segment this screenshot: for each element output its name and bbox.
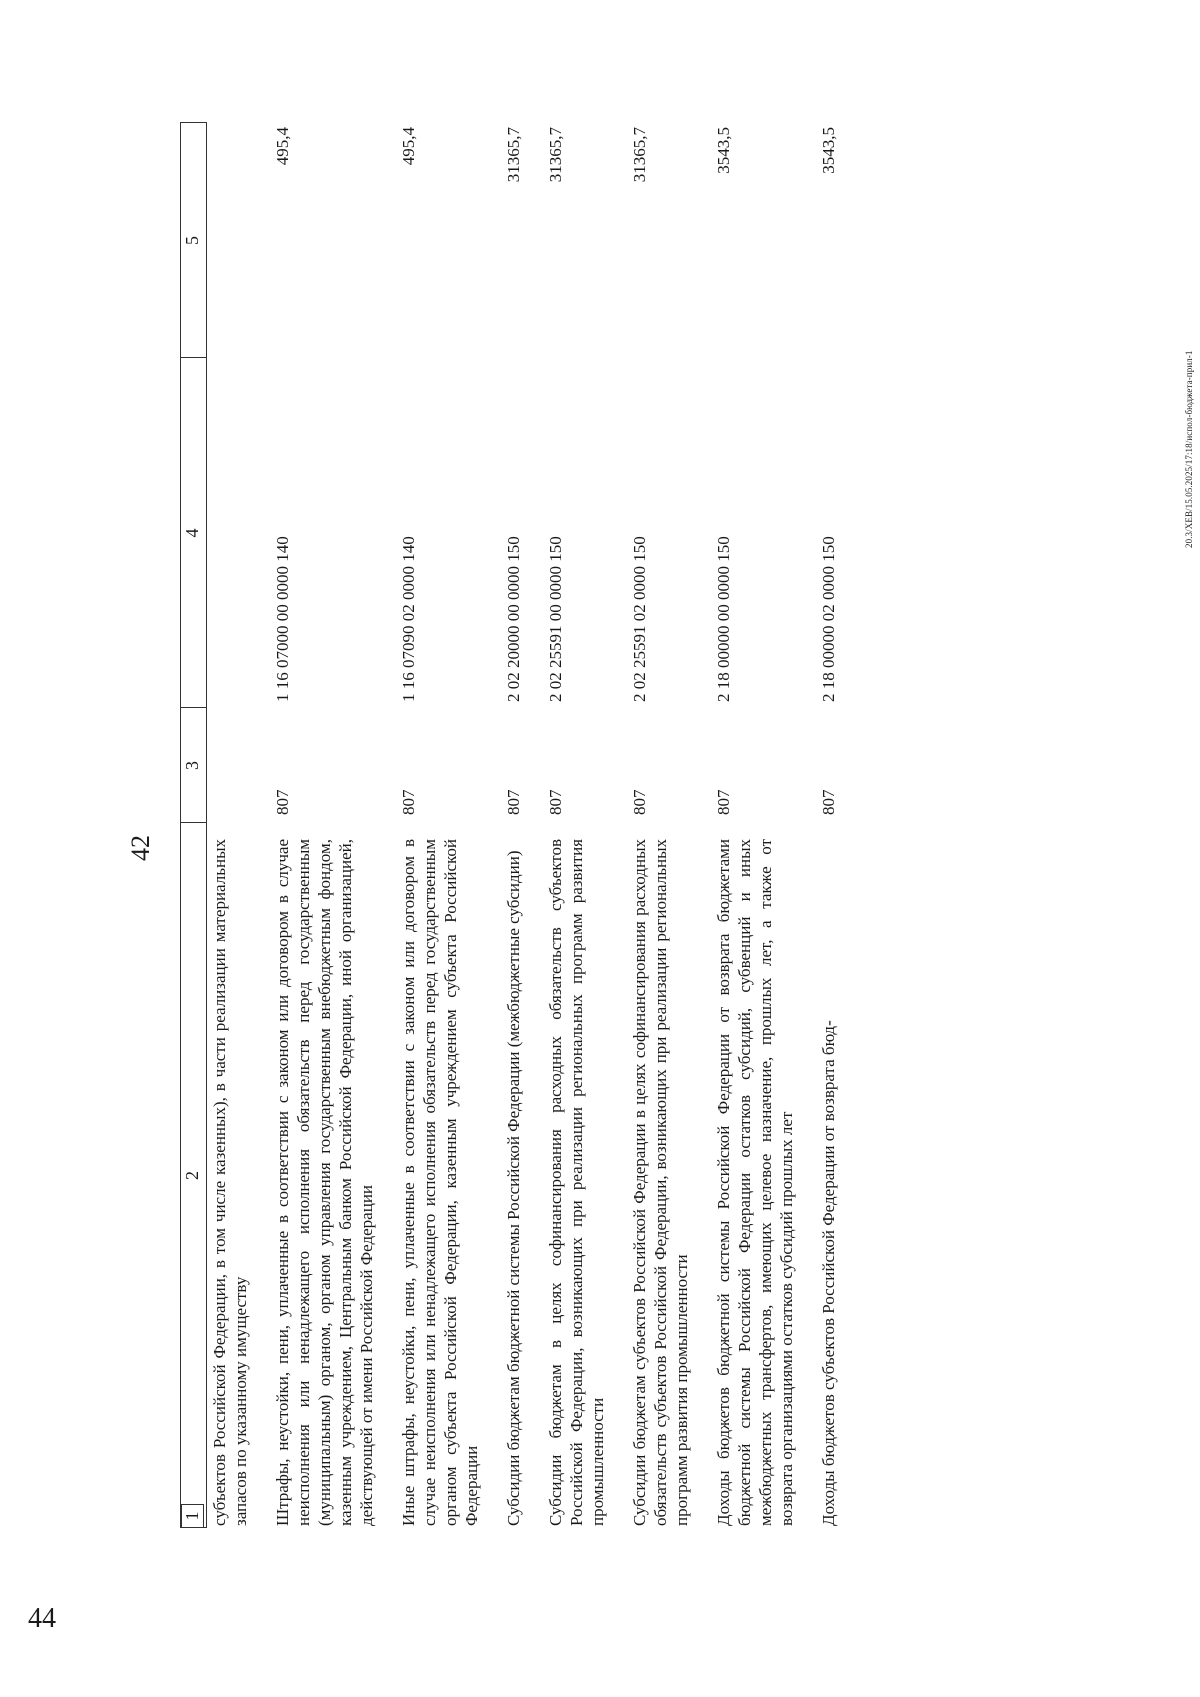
- revenue-table: [180, 123, 860, 1529]
- table-row: [272, 123, 398, 1528]
- row-amount: 495,4: [273, 127, 292, 166]
- row-description: Доходы бюджетов субъектов Российской Федерации от возврата бюд-: [819, 1020, 838, 1526]
- row-admin-code: [207, 708, 273, 823]
- row-amount: 31365,7: [504, 127, 523, 183]
- table-row: [629, 123, 713, 1528]
- table-row: [207, 123, 273, 1528]
- table-row: [398, 123, 503, 1528]
- row-amount: 3543,5: [714, 127, 733, 174]
- row-budget-code: 2 02 25591 02 0000 150: [630, 536, 649, 702]
- row-description: Субсидии бюджетам субъектов Российской Федерации в целях софинансирования расходных обязательств субъектов Российской Федерации, возникающих при реализации региональных программ развития промышленности: [630, 839, 691, 1526]
- table-row: [545, 123, 629, 1528]
- row-budget-code: [207, 358, 273, 708]
- row-description: Штрафы, неустойки, пени, уплаченные в соответствии с законом или договором в случае неисполнения или ненадлежащего исполнения обязательств перед государственным (муниципальным) органом, органом управления государственным внебюджетным фондом, казенным учреждением, Центральным банком Российской Федерации, иной организацией, действующей от имени Российской Федерации: [273, 839, 376, 1526]
- row-description: Субсидии бюджетам в целях софинансирования расходных обязательств субъектов Российской Федерации, возникающих при реализации региональных программ развития промышленности: [546, 839, 607, 1526]
- row-admin-code: 807: [546, 789, 565, 815]
- row-description: Иные штрафы, неустойки, пени, уплаченные в соответствии с законом или договором в случае неисполнения или ненадлежащего исполнения обязательств перед государственным органом субъекта Российской Федерации, казенным учреждением субъекта Российской Федерации: [399, 839, 481, 1526]
- row-budget-code: 2 02 20000 00 0000 150: [504, 536, 523, 702]
- table-row: [818, 123, 860, 1528]
- row-amount: 3543,5: [819, 127, 838, 174]
- outer-page-number: 44: [28, 1603, 56, 1634]
- row-budget-code: 2 18 00000 00 0000 150: [714, 536, 733, 702]
- row-amount: 31365,7: [546, 127, 565, 183]
- inner-page-number: 42: [126, 835, 155, 861]
- row-admin-code: 807: [630, 789, 649, 815]
- row-description: Субсидии бюджетам бюджетной системы Российской Федерации (межбюджетные субсидии): [504, 850, 523, 1526]
- row-admin-code: 807: [714, 789, 733, 815]
- row-amount: 31365,7: [630, 127, 649, 183]
- row-budget-code: 2 18 00000 02 0000 150: [819, 536, 838, 702]
- header-col-2: 2: [181, 823, 207, 1528]
- header-col-5: 5: [181, 123, 207, 358]
- row-admin-code: 807: [819, 789, 838, 815]
- footer-stamp: 20.3/ХЕВ/15.05.2025/17:18/испол-бюджета-прил-1: [1184, 350, 1194, 548]
- row-description: Доходы бюджетов бюджетной системы Российской Федерации от возврата бюджетами бюджетной системы Российской Федерации остатков субсидий, субвенций и иных межбюджетных трансфертов, имеющих целевое назначение, прошлых лет, а также от возврата организациями остатков субсидий прошлых лет: [714, 839, 796, 1526]
- row-admin-code: 807: [273, 789, 292, 815]
- row-admin-code: 807: [399, 789, 418, 815]
- row-budget-code: 2 02 25591 00 0000 150: [546, 536, 565, 702]
- row-budget-code: 1 16 07090 02 0000 140: [399, 536, 418, 702]
- row-budget-code: 1 16 07000 00 0000 140: [273, 536, 292, 702]
- row-admin-code: 807: [504, 789, 523, 815]
- table-row: [713, 123, 818, 1528]
- table-row: [503, 123, 545, 1528]
- row-amount: 495,4: [399, 127, 418, 166]
- header-col-4: 4: [181, 358, 207, 708]
- row-description: субъектов Российской Федерации, в том числе казенных), в части реализации материальных запасов по указанному имуществу: [210, 839, 250, 1526]
- rotated-page: [110, 108, 1200, 1588]
- header-col-3: 3: [181, 708, 207, 823]
- table-header-row: 1 2 3 4 5: [181, 123, 207, 1528]
- row-amount: [207, 123, 273, 358]
